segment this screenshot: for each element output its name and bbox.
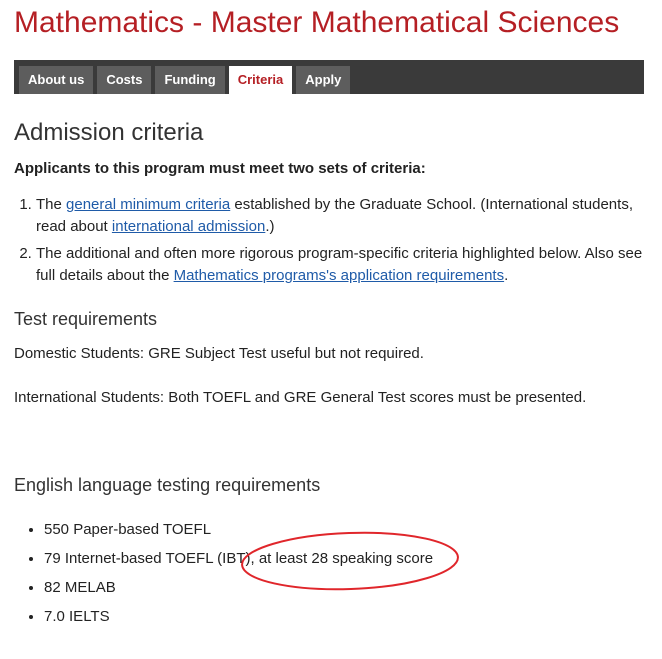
list-item: • 79 Internet-based TOEFL (IBT), at least 28 speaking score [44,544,433,573]
list-item: • 82 MELAB [44,573,433,602]
criteria-text: . [504,267,509,284]
list-item: • 7.0 IELTS [44,602,433,631]
section-tab-bar [14,60,644,94]
international-students-text: International Students: Both TOEFL and GRE General Test scores must be presented. [14,389,587,406]
list-item: • 550 Paper-based TOEFL [44,515,433,544]
application-requirements-link[interactable]: Mathematics programs's application requirements [173,267,505,284]
criteria-text: The [36,196,67,213]
domestic-students-text: Domestic Students: GRE Subject Test useful but not required. [14,345,424,362]
criteria-text: established by the Graduate School. (International students, read about [36,196,633,235]
english-requirements-list [14,515,433,631]
criteria-item [36,243,646,287]
test-requirements-heading: Test requirements [14,309,158,329]
admission-criteria-heading: Admission criteria [14,119,204,146]
international-admission-link[interactable]: international admission [111,218,266,235]
criteria-intro: Applicants to this program must meet two sets of criteria: [14,160,426,177]
criteria-item [36,194,646,238]
tab-apply[interactable]: Apply [296,66,350,94]
english-requirements-heading: English language testing requirements [14,475,321,495]
tab-costs[interactable]: Costs [97,66,151,94]
tab-funding[interactable]: Funding [155,66,224,94]
tab-about-us[interactable]: About us [19,66,93,94]
page-title: Mathematics - Master Mathematical Sciences [14,6,620,39]
criteria-text: .) [265,218,275,235]
tab-criteria[interactable]: Criteria [229,66,293,94]
criteria-list [14,194,646,292]
criteria-text: The additional and often more rigorous program-specific criteria highlighted below. Also see full details about the [36,245,643,284]
general-minimum-criteria-link[interactable]: general minimum criteria [66,196,231,213]
